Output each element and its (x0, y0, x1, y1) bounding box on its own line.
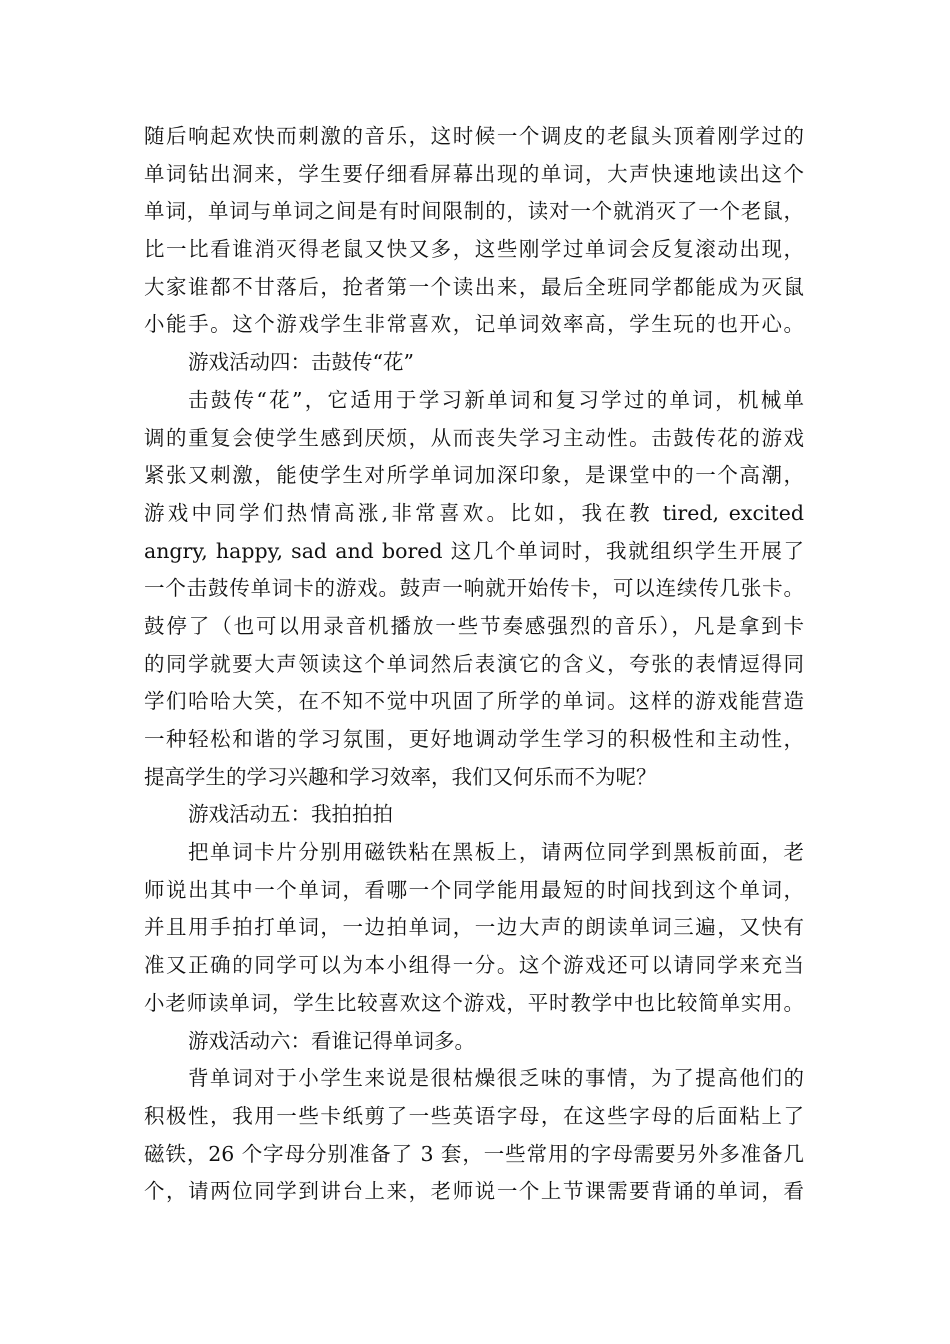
text-line: 游戏中同学们热情高涨,非常喜欢。比如，我在教 tired, excited (144, 500, 804, 525)
paragraph-first-line: 击鼓传“花”，它适用于学习新单词和复习学过的单词，机械单 (188, 387, 804, 412)
text-line: 个，请两位同学到讲台上来，老师说一个上节课需要背诵的单词，看 (144, 1179, 804, 1204)
text-line: 学们哈哈大笑，在不知不觉中巩固了所学的单词。这样的游戏能营造 (144, 689, 804, 714)
text-line: 积极性，我用一些卡纸剪了一些英语字母，在这些字母的后面粘上了 (144, 1103, 804, 1128)
paragraph-last-line: 提高学生的学习兴趣和学习效率，我们又何乐而不为呢？ (144, 764, 657, 789)
text-line: 紧张又刺激，能使学生对所学单词加深印象，是课堂中的一个高潮， (144, 463, 804, 488)
section-heading: 游戏活动六：看谁记得单词多。 (188, 1028, 475, 1053)
text-line: 比一比看谁消灭得老鼠又快又多，这些刚学过单词会反复滚动出现， (144, 237, 804, 262)
text-line: 准又正确的同学可以为本小组得一分。这个游戏还可以请同学来充当 (144, 953, 804, 978)
text-line: 的同学就要大声领读这个单词然后表演它的含义，夸张的表情逗得同 (144, 651, 804, 676)
text-line: 随后响起欢快而刺激的音乐，这时候一个调皮的老鼠头顶着刚学过的 (144, 124, 804, 148)
text-line: 磁铁，26 个字母分别准备了 3 套，一些常用的字母需要另外多准备几 (144, 1141, 804, 1166)
text-line: 一种轻松和谐的学习氛围，更好地调动学生学习的积极性和主动性， (144, 727, 804, 751)
section-heading: 游戏活动五：我拍拍拍 (188, 802, 393, 827)
section-heading: 游戏活动四：击鼓传“花” (188, 350, 414, 375)
paragraph-first-line: 把单词卡片分别用磁铁粘在黑板上，请两位同学到黑板前面，老 (188, 840, 804, 865)
text-line: 一个击鼓传单词卡的游戏。鼓声一响就开始传卡，可以连续传几张卡。 (144, 576, 804, 601)
text-line: 师说出其中一个单词，看哪一个同学能用最短的时间找到这个单词， (144, 877, 804, 902)
paragraph-first-line: 背单词对于小学生来说是很枯燥很乏味的事情，为了提高他们的 (188, 1066, 804, 1091)
text-line: 鼓停了（也可以用录音机播放一些节奏感强烈的音乐），凡是拿到卡 (144, 613, 804, 638)
text-line: angry, happy, sad and bored 这几个单词时，我就组织学生开展了 (144, 538, 804, 563)
text-line: 调的重复会使学生感到厌烦，从而丧失学习主动性。击鼓传花的游戏 (144, 425, 804, 450)
text-line: 小能手。这个游戏学生非常喜欢，记单词效率高，学生玩的也开心。 (144, 312, 804, 337)
text-line: 小老师读单词，学生比较喜欢这个游戏，平时教学中也比较简单实用。 (144, 990, 804, 1015)
text-line: 单词，单词与单词之间是有时间限制的，读对一个就消灭了一个老鼠， (144, 199, 804, 224)
text-line: 单词钻出洞来，学生要仔细看屏幕出现的单词，大声快速地读出这个 (144, 161, 804, 186)
text-line: 并且用手拍打单词，一边拍单词，一边大声的朗读单词三遍，又快有 (144, 915, 804, 940)
document-page (144, 118, 804, 1211)
text-line: 大家谁都不甘落后，抢者第一个读出来，最后全班同学都能成为灭鼠 (144, 274, 804, 299)
